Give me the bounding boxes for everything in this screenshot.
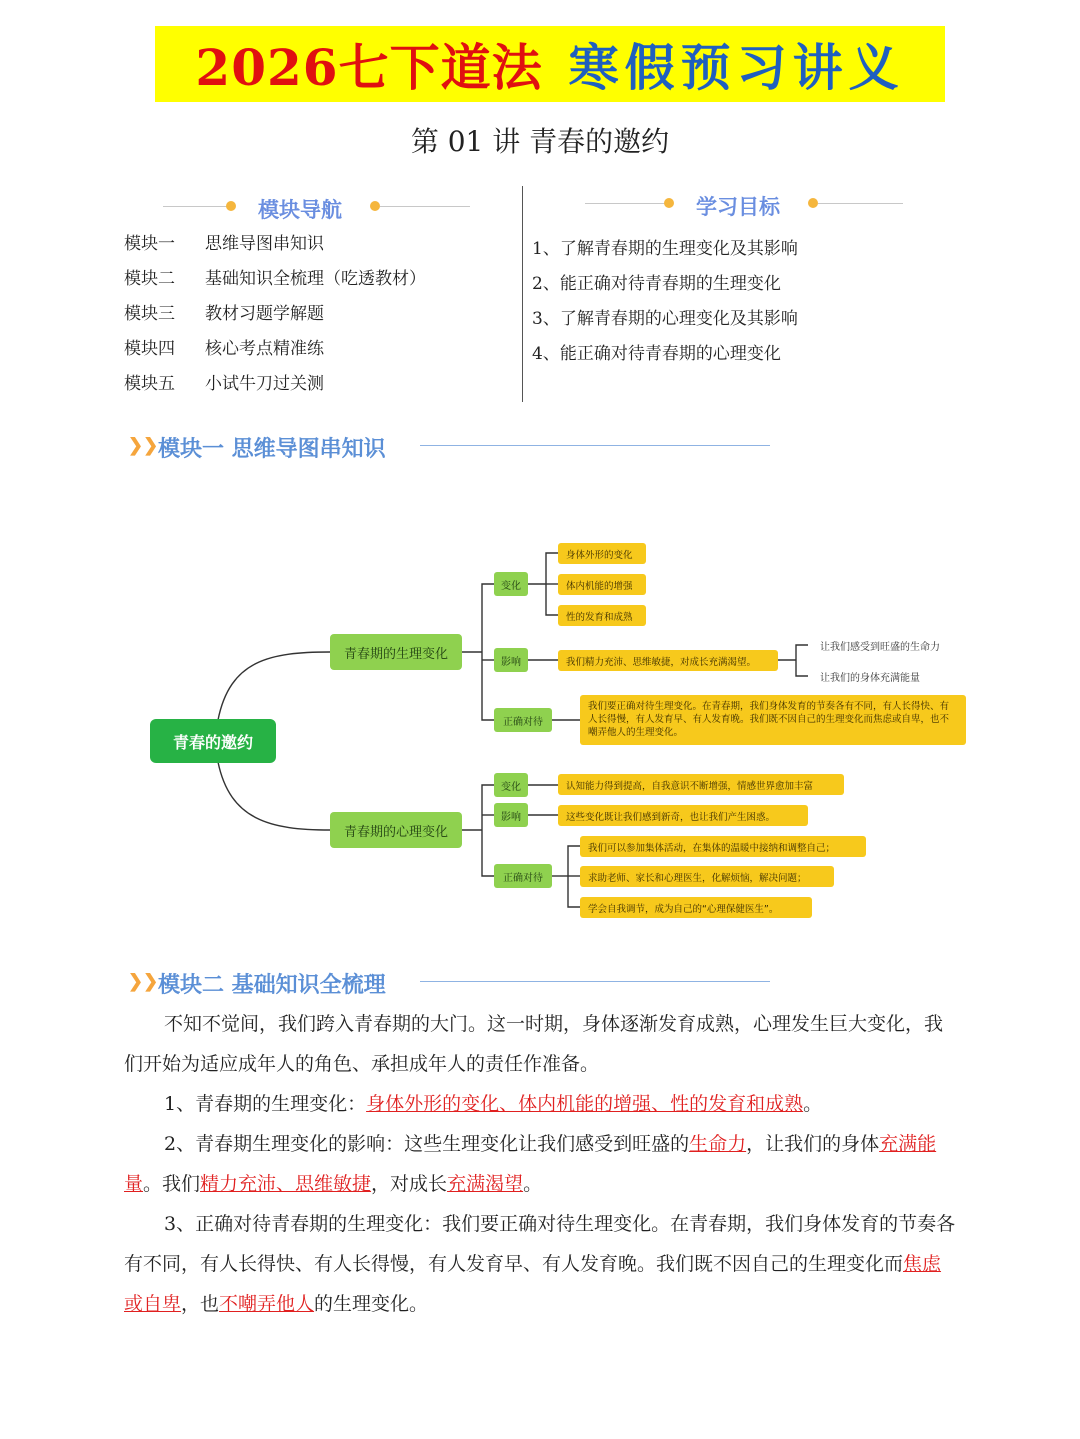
nav-item-num: 模块四 (124, 339, 175, 359)
mindmap-leaf: 性的发育和成熟 (558, 605, 646, 626)
point3-text: ，也 (181, 1293, 220, 1315)
mindmap-leaf: 学会自我调节，成为自己的“心理保健医生”。 (580, 897, 812, 918)
mindmap-impact-result: 让我们的身体充满能量 (820, 673, 920, 684)
banner-title-year: 2026七下道法 (195, 38, 543, 97)
mindmap-leaf: 我们可以参加集体活动，在集体的温暖中接纳和调整自己； (580, 836, 866, 857)
nav-item-label: 小试牛刀过关测 (205, 374, 324, 394)
point2-highlight: 生命力 (689, 1133, 747, 1155)
nav-item-num: 模块五 (124, 374, 175, 394)
point2-text: ，让我们的身体 (746, 1133, 880, 1155)
lesson-subtitle: 第 01 讲 青春的邀约 (410, 125, 670, 158)
module2-title: 模块二 基础知识全梳理 (158, 973, 386, 998)
point2-highlight: 充满能量 (124, 1133, 937, 1195)
mindmap-leaf: 我们要正确对待生理变化。在青春期，我们身体发育的节奏各有不同，有人长得快、有人长得慢，有人发育早、有人发育晚。我们既不因自己的生理变化而焦虑或自卑，也不嘲弄他人的生理变化。 (580, 695, 966, 745)
nav-header-title: 模块导航 (258, 198, 342, 222)
point2-highlight: 精力充沛、思维敏捷 (200, 1173, 372, 1195)
point2-text: ，对成长 (371, 1173, 448, 1195)
mindmap-physical-node: 青春期的生理变化 (330, 634, 462, 670)
goal-item: 3、了解青春期的心理变化及其影响 (532, 309, 798, 329)
mindmap-leaf: 我们精力充沛、思维敏捷，对成长充满渴望。 (558, 650, 778, 671)
module1-chevron-icon: ❯❯ (128, 435, 159, 456)
point1-highlight: 身体外形的变化、体内机能的增强、性的发育和成熟 (366, 1093, 804, 1115)
mindmap-root: 青春的邀约 (150, 719, 276, 763)
mindmap-mental-attitude-node: 正确对待 (494, 864, 552, 888)
mindmap-mental-node: 青春期的心理变化 (330, 812, 462, 848)
point2-text: 。我们 (143, 1173, 201, 1195)
module2-point2 (124, 1124, 960, 1204)
goal-item: 1、了解青春期的生理变化及其影响 (532, 239, 798, 259)
goal-item: 4、能正确对待青春期的心理变化 (532, 344, 781, 364)
mindmap-leaf: 求助老师、家长和心理医生，化解烦恼，解决问题； (580, 866, 834, 887)
nav-item-label: 教材习题学解题 (205, 304, 324, 324)
module2-point1 (124, 1084, 960, 1124)
goal-item: 2、能正确对待青春期的生理变化 (532, 274, 781, 294)
banner-title-main: 寒假预习讲义 (568, 38, 905, 97)
module2-title-line (420, 981, 770, 982)
point2-text: 。 (523, 1173, 543, 1195)
point3-highlight: 不嘲弄他人 (219, 1293, 315, 1315)
mindmap-leaf: 体内机能的增强 (558, 574, 646, 595)
mindmap-impact-result: 让我们感受到旺盛的生命力 (820, 642, 940, 653)
module1-title: 模块一 思维导图串知识 (158, 437, 386, 462)
mindmap-mental-impact-node: 影响 (494, 803, 528, 827)
mindmap-physical-change-node: 变化 (494, 572, 528, 596)
mindmap-leaf: 认知能力得到提高，自我意识不断增强，情感世界愈加丰富 (558, 774, 844, 795)
nav-item-num: 模块三 (124, 304, 175, 324)
mindmap-mental-change-node: 变化 (494, 773, 528, 797)
module2-intro: 不知不觉间，我们跨入青春期的大门。这一时期，身体逐渐发育成熟，心理发生巨大变化，我们开始为适应成年人的角色、承担成年人的责任作准备。 (124, 1013, 944, 1075)
module2-point3 (124, 1204, 960, 1324)
goals-header-title: 学习目标 (696, 195, 780, 219)
module2-chevron-icon: ❯❯ (128, 971, 159, 992)
mindmap-leaf: 这些变化既让我们感到新奇，也让我们产生困惑。 (558, 805, 808, 826)
nav-item-num: 模块二 (124, 269, 175, 289)
point3-text: 的生理变化。 (314, 1293, 429, 1315)
nav-item-label: 核心考点精准练 (205, 339, 324, 359)
mindmap-physical-impact-node: 影响 (494, 648, 528, 672)
point1-end: 。 (803, 1093, 823, 1115)
point2-text: 2、青春期生理变化的影响：这些生理变化让我们感受到旺盛的 (164, 1133, 690, 1155)
nav-item-label: 思维导图串知识 (205, 234, 324, 254)
nav-item-label: 基础知识全梳理（吃透教材） (205, 269, 426, 289)
point1-prefix: 1、青春期的生理变化： (164, 1093, 367, 1115)
point2-highlight: 充满渴望 (447, 1173, 524, 1195)
nav-item-num: 模块一 (124, 234, 175, 254)
point3-text: 3、正确对待青春期的生理变化：我们要正确对待生理变化。在青春期，我们身体发育的节奏各有不同，有人长得快、有人长得慢，有人发育早、有人发育晚。我们既不因自己的生理变化而 (124, 1213, 956, 1275)
mindmap-physical-attitude-node: 正确对待 (494, 708, 552, 732)
mindmap-leaf: 身体外形的变化 (558, 543, 646, 564)
point3-highlight: 焦虑或自卑 (124, 1253, 942, 1315)
